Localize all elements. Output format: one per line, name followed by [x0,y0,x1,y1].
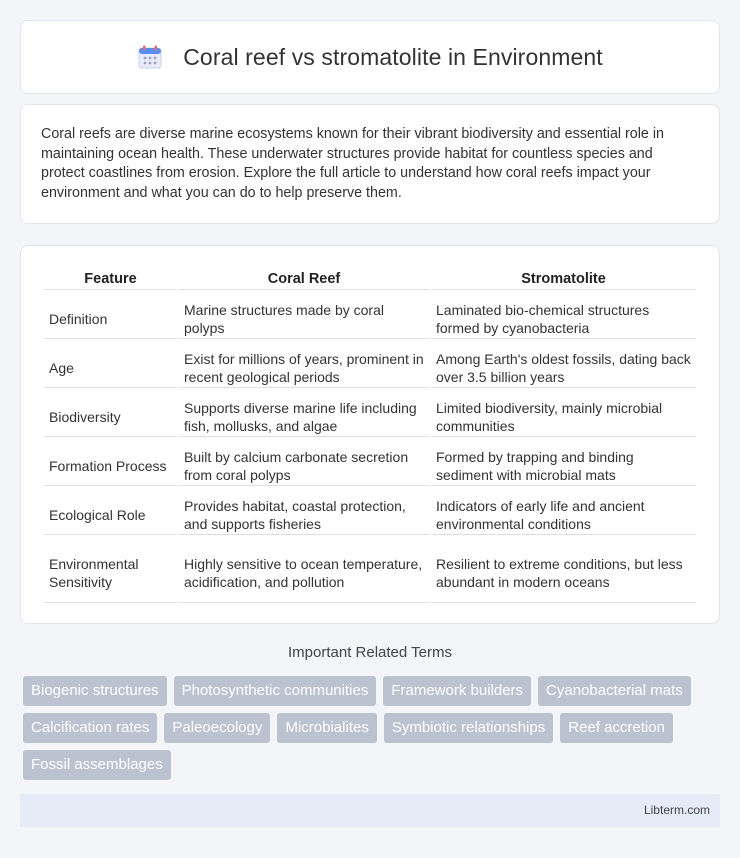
row-feature: Formation Process [44,439,177,486]
row-stromatolite: Indicators of early life and ancient environmental conditions [431,488,696,535]
table-row [44,390,696,437]
header-feature: Feature [44,268,177,290]
related-term-tag[interactable]: Paleoecology [164,713,270,743]
row-coral-reef: Built by calcium carbonate secretion from coral polyps [179,439,429,486]
related-term-tag[interactable]: Biogenic structures [23,676,167,706]
table-row [44,341,696,388]
table-row [44,537,696,603]
row-coral-reef: Highly sensitive to ocean temperature, acidification, and pollution [179,537,429,603]
intro-paragraph: Coral reefs are diverse marine ecosystems known for their vibrant biodiversity and essential role in maintaining ocean health. These underwater structures provide habitat for countless species and protect coastlines from erosion. Explore the full article to understand how coral reefs impact your environment and what you can do to help preserve them. [41,126,664,201]
related-term-tag[interactable]: Photosynthetic communities [174,676,377,706]
title-card [20,20,720,94]
row-feature: Biodiversity [44,390,177,437]
row-coral-reef: Supports diverse marine life including fish, mollusks, and algae [179,390,429,437]
page-title: Coral reef vs stromatolite in Environment [183,43,603,70]
footer-site-link[interactable]: Libterm.com [643,803,710,817]
row-stromatolite: Resilient to extreme conditions, but less abundant in modern oceans [431,537,696,603]
header-stromatolite: Stromatolite [431,268,696,290]
row-coral-reef: Marine structures made by coral polyps [179,292,429,339]
header-coral-reef: Coral Reef [179,268,429,290]
row-feature: Age [44,341,177,388]
row-stromatolite: Limited biodiversity, mainly microbial communities [431,390,696,437]
row-stromatolite: Laminated bio-chemical structures formed by cyanobacteria [431,292,696,339]
row-feature: Ecological Role [44,488,177,535]
row-feature: Definition [44,292,177,339]
related-terms-title: Important Related Terms [288,644,452,661]
row-stromatolite: Formed by trapping and binding sediment with microbial mats [431,439,696,486]
related-term-tag[interactable]: Calcification rates [23,713,157,743]
row-coral-reef: Exist for millions of years, prominent in recent geological periods [179,341,429,388]
related-term-tag[interactable]: Symbiotic relationships [384,713,553,743]
calendar-icon [137,44,163,70]
related-term-tag[interactable]: Reef accretion [560,713,673,743]
comparison-table [42,266,698,605]
intro-card [20,104,720,224]
table-row [44,488,696,535]
related-term-tag[interactable]: Microbialites [277,713,376,743]
table-header-row [44,268,696,290]
table-row [44,439,696,486]
related-term-tag[interactable]: Framework builders [383,676,531,706]
footer [20,794,720,827]
comparison-table-card [20,245,720,624]
related-term-tag[interactable]: Fossil assemblages [23,750,171,780]
row-feature: Environmental Sensitivity [44,537,177,603]
table-row [44,292,696,339]
row-coral-reef: Provides habitat, coastal protection, and supports fisheries [179,488,429,535]
row-stromatolite: Among Earth's oldest fossils, dating back over 3.5 billion years [431,341,696,388]
related-terms-list [23,676,723,780]
related-term-tag[interactable]: Cyanobacterial mats [538,676,691,706]
